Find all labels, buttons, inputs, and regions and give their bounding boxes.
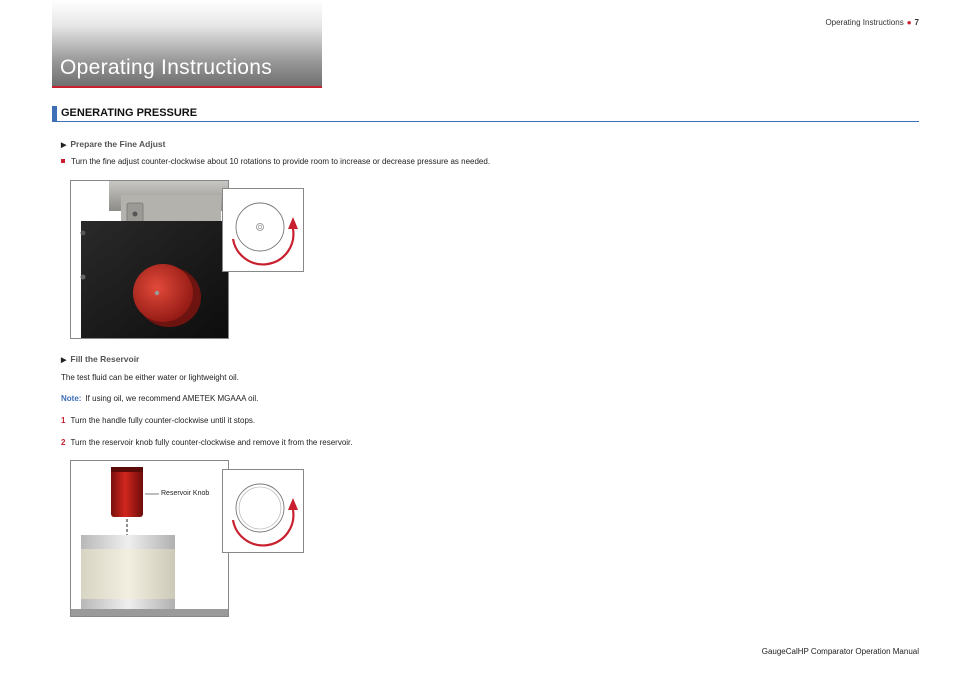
reservoir-knob-callout: Reservoir Knob — [161, 490, 210, 497]
separator-dot: ● — [906, 18, 912, 27]
triangle-bullet-icon: ▶ — [61, 357, 67, 364]
fine-adjust-illustration — [71, 181, 228, 338]
section-title: GENERATING PRESSURE — [61, 107, 198, 119]
page-number: 7 — [914, 18, 919, 27]
note-text: If using oil, we recommend AMETEK MGAAA oil. — [85, 394, 259, 403]
rotation-diagram-fine-adjust — [222, 188, 304, 272]
section-marker — [52, 106, 57, 121]
reservoir-illustration — [71, 461, 228, 616]
step-number: 1 — [61, 416, 66, 425]
rotation-diagram-reservoir — [222, 469, 304, 553]
subheading-label: Fill the Reservoir — [70, 354, 140, 364]
reservoir-diagram — [70, 460, 229, 617]
note — [61, 394, 258, 403]
step-text: Turn the handle fully counter-clockwise until it stops. — [70, 416, 256, 425]
note-label: Note: — [61, 394, 82, 403]
step-item — [61, 416, 255, 425]
square-bullet-icon — [61, 159, 65, 163]
counter-clockwise-rotation-icon — [223, 189, 303, 271]
step-item — [61, 438, 353, 447]
running-section-label: Operating Instructions — [825, 18, 904, 27]
counter-clockwise-rotation-icon — [223, 470, 303, 552]
step-text: Turn the reservoir knob fully counter-clockwise and remove it from the reservoir. — [70, 438, 353, 447]
fine-adjust-photo — [70, 180, 229, 339]
footer-manual-title: GaugeCalHP Comparator Operation Manual — [761, 647, 919, 656]
step-number: 2 — [61, 438, 66, 447]
bullet-text: Turn the fine adjust counter-clockwise about 10 rotations to provide room to increase or decrease pressure as needed. — [71, 157, 491, 166]
subheading-label: Prepare the Fine Adjust — [70, 139, 166, 149]
page-title: Operating Instructions — [60, 56, 273, 79]
running-header — [825, 18, 919, 27]
bullet-item — [61, 157, 490, 166]
section-divider — [52, 121, 919, 122]
subheading-fine-adjust — [61, 139, 165, 149]
reservoir-intro: The test fluid can be either water or lightweight oil. — [61, 373, 239, 382]
subheading-fill-reservoir — [61, 354, 139, 364]
triangle-bullet-icon: ▶ — [61, 142, 67, 149]
